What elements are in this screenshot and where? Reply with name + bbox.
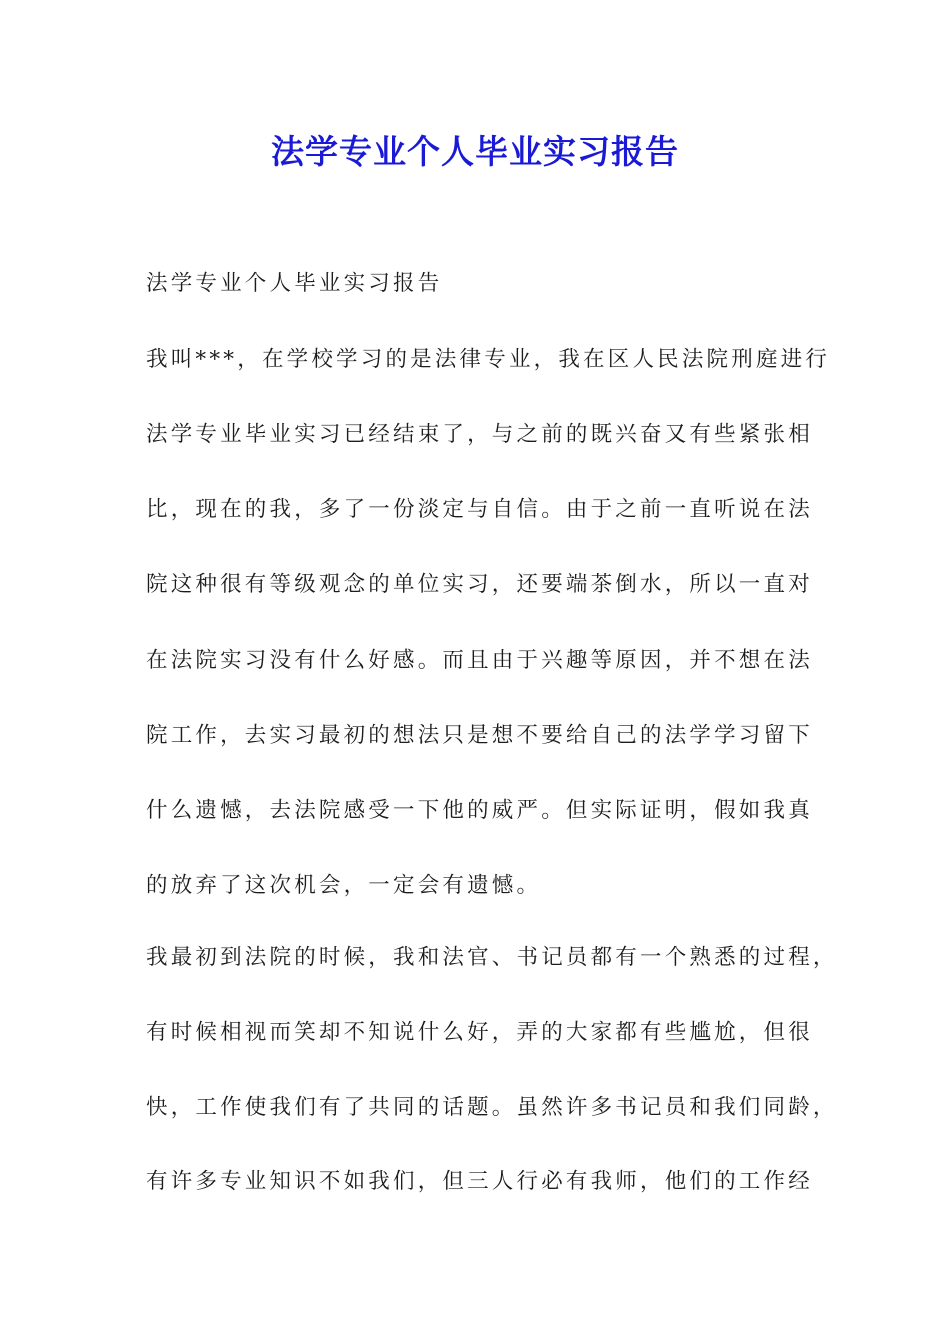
document-title: 法学专业个人毕业实习报告 (271, 132, 679, 171)
body-line-3: 比，现在的我，多了一份淡定与自信。由于之前一直听说在法 (146, 497, 813, 522)
body-line-11: 快，工作使我们有了共同的话题。虽然许多书记员和我们同龄， (146, 1095, 838, 1120)
body-line-1: 我叫***，在学校学习的是法律专业，我在区人民法院刑庭进行 (146, 347, 831, 372)
body-line-2: 法学专业毕业实习已经结束了，与之前的既兴奋又有些紧张相 (146, 422, 813, 447)
body-line-8: 的放弃了这次机会，一定会有遗憾。 (146, 873, 542, 898)
body-line-5: 在法院实习没有什么好感。而且由于兴趣等原因，并不想在法 (146, 648, 813, 673)
body-line-6: 院工作，去实习最初的想法只是想不要给自己的法学学习留下 (146, 723, 813, 748)
subtitle-line: 法学专业个人毕业实习报告 (146, 271, 443, 296)
body-line-10: 有时候相视而笑却不知说什么好，弄的大家都有些尴尬，但很 (146, 1020, 813, 1045)
body-line-9: 我最初到法院的时候，我和法官、书记员都有一个熟悉的过程， (146, 945, 838, 970)
body-line-7: 什么遗憾，去法院感受一下他的威严。但实际证明，假如我真 (146, 798, 813, 823)
body-line-12: 有许多专业知识不如我们，但三人行必有我师，他们的工作经 (146, 1169, 813, 1194)
body-line-4: 院这种很有等级观念的单位实习，还要端茶倒水，所以一直对 (146, 572, 813, 597)
